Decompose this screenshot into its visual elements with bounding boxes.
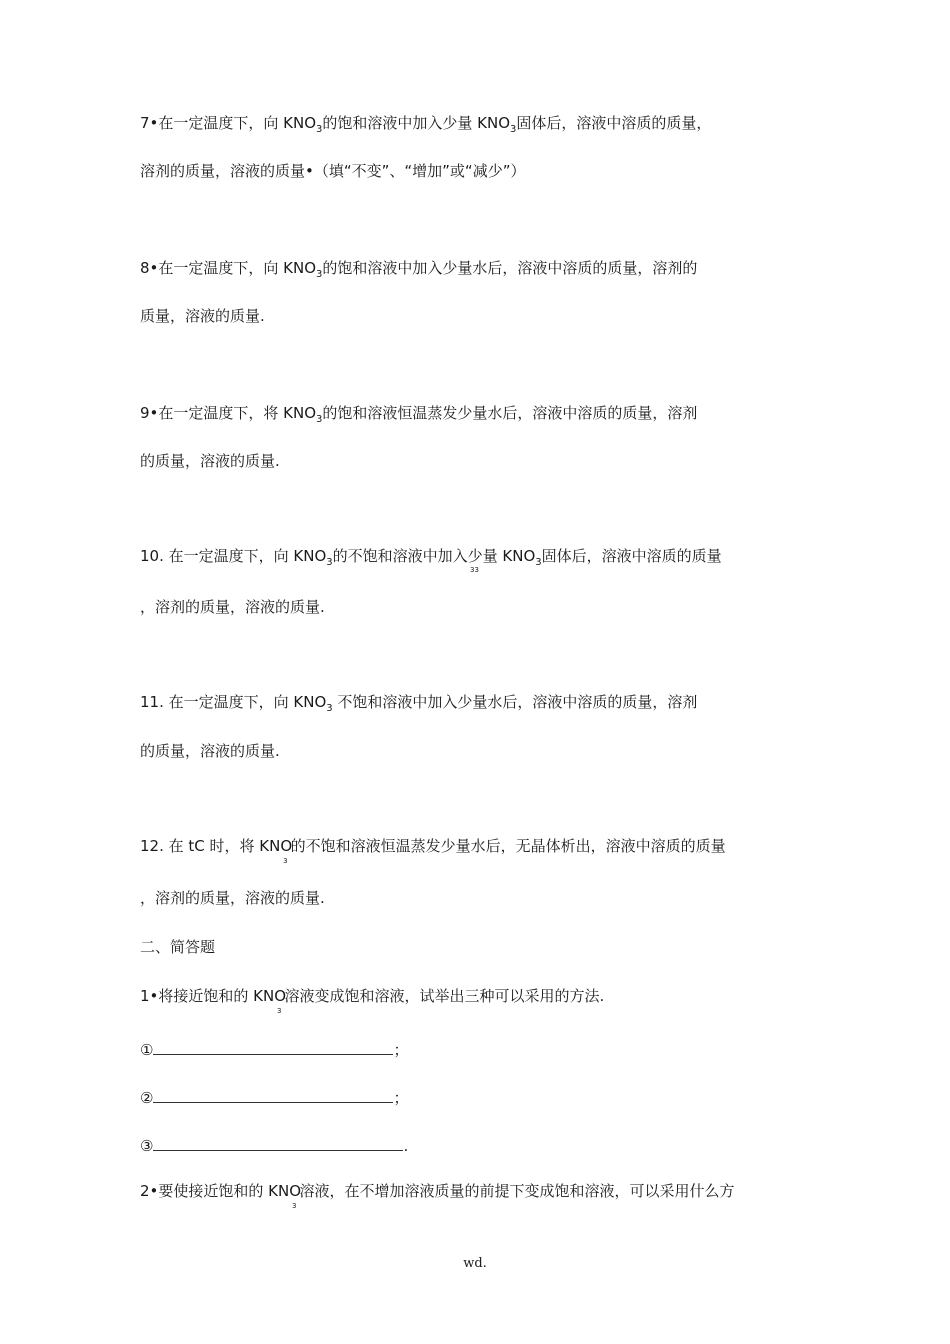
q8-text-a: 8•在一定温度下，向 KNO xyxy=(140,259,317,277)
question-11-line-2: 的质量，溶液的质量. xyxy=(140,742,280,760)
q12-text-b: 的不饱和溶液恒温蒸发少量水后，无晶体析出，溶液中溶质的质量 xyxy=(290,837,726,855)
question-8-line-1 xyxy=(140,258,697,281)
question-7-line-1 xyxy=(140,113,711,136)
answer-2-marker: ② xyxy=(140,1089,154,1107)
question-9-line-2: 的质量，溶液的质量. xyxy=(140,452,280,470)
q7-text-c: 固体后，溶液中溶质的质量， xyxy=(516,114,712,132)
answer-line-3 xyxy=(140,1136,408,1156)
question-12-line-1 xyxy=(140,836,726,865)
q10-text-c: 固体后，溶液中溶质的质量 xyxy=(541,547,722,565)
question-12-line-2: ，溶剂的质量，溶液的质量. xyxy=(140,889,325,907)
short-answer-2-text xyxy=(140,1181,735,1210)
question-10-line-2: ，溶剂的质量，溶液的质量. xyxy=(140,598,325,616)
answer-2-blank[interactable] xyxy=(153,1088,393,1103)
question-8-line-2: 质量，溶液的质量. xyxy=(140,307,265,325)
answer-3-blank[interactable] xyxy=(153,1136,403,1151)
question-11-line-1 xyxy=(140,692,697,715)
question-10-line-1 xyxy=(140,546,722,569)
q12-subscript: 3 xyxy=(283,857,288,865)
q8-subscript: 3 xyxy=(316,269,323,280)
q10-text-a: 10. 在一定温度下，向 KNO xyxy=(140,547,327,565)
q9-text-a: 9•在一定温度下，将 KNO xyxy=(140,404,317,422)
q9-text-b: 的饱和溶液恒温蒸发少量水后，溶液中溶质的质量，溶剂 xyxy=(322,404,698,422)
q7-subscript-1: 3 xyxy=(316,124,323,135)
page-footer: wd. xyxy=(463,1256,487,1271)
answer-1-marker: ① xyxy=(140,1041,154,1059)
question-9-line-1 xyxy=(140,403,697,426)
q9-subscript: 3 xyxy=(316,414,323,425)
q7-text-b: 的饱和溶液中加入少量 KNO xyxy=(322,114,511,132)
q10-subscript-1: 3 xyxy=(326,557,333,568)
answer-1-blank[interactable] xyxy=(153,1040,393,1055)
answer-3-end: . xyxy=(403,1137,409,1155)
s1-text-a: 1•将接近饱和的 KNO xyxy=(140,987,287,1005)
answer-line-2 xyxy=(140,1088,408,1108)
s1-subscript: 3 xyxy=(277,1007,282,1015)
question-7-line-2: 溶剂的质量，溶液的质量•（填“不变”、“增加”或“减少”） xyxy=(140,162,526,180)
q10-text-b: 的不饱和溶液中加入少量 KNO xyxy=(332,547,536,565)
short-answer-1-text xyxy=(140,986,605,1015)
q10-stray-subscripts: 33 xyxy=(470,566,479,574)
q11-text-b: 不饱和溶液中加入少量水后，溶液中溶质的质量，溶剂 xyxy=(332,693,698,711)
answer-3-marker: ③ xyxy=(140,1137,154,1155)
q7-text-a: 7•在一定温度下，向 KNO xyxy=(140,114,317,132)
answer-line-1 xyxy=(140,1040,408,1060)
q10-subscript-2: 3 xyxy=(535,557,542,568)
s2-text-a: 2•要使接近饱和的 KNO xyxy=(140,1182,302,1200)
s1-text-b: 溶液变成饱和溶液，试举出三种可以采用的方法. xyxy=(284,987,605,1005)
s2-subscript: 3 xyxy=(292,1202,297,1210)
answer-1-end: ； xyxy=(393,1041,409,1059)
q11-text-a: 11. 在一定温度下，向 KNO xyxy=(140,693,327,711)
q11-subscript: 3 xyxy=(326,703,333,714)
section-title-short-answer: 二、简答题 xyxy=(140,938,216,956)
q12-text-a: 12. 在 tC 时，将 KNO xyxy=(140,837,293,855)
q7-subscript-2: 3 xyxy=(510,124,517,135)
q8-text-b: 的饱和溶液中加入少量水后，溶液中溶质的质量，溶剂的 xyxy=(322,259,698,277)
s2-text-b: 溶液，在不增加溶液质量的前提下变成饱和溶液，可以采用什么方 xyxy=(299,1182,735,1200)
answer-2-end: ； xyxy=(393,1089,409,1107)
